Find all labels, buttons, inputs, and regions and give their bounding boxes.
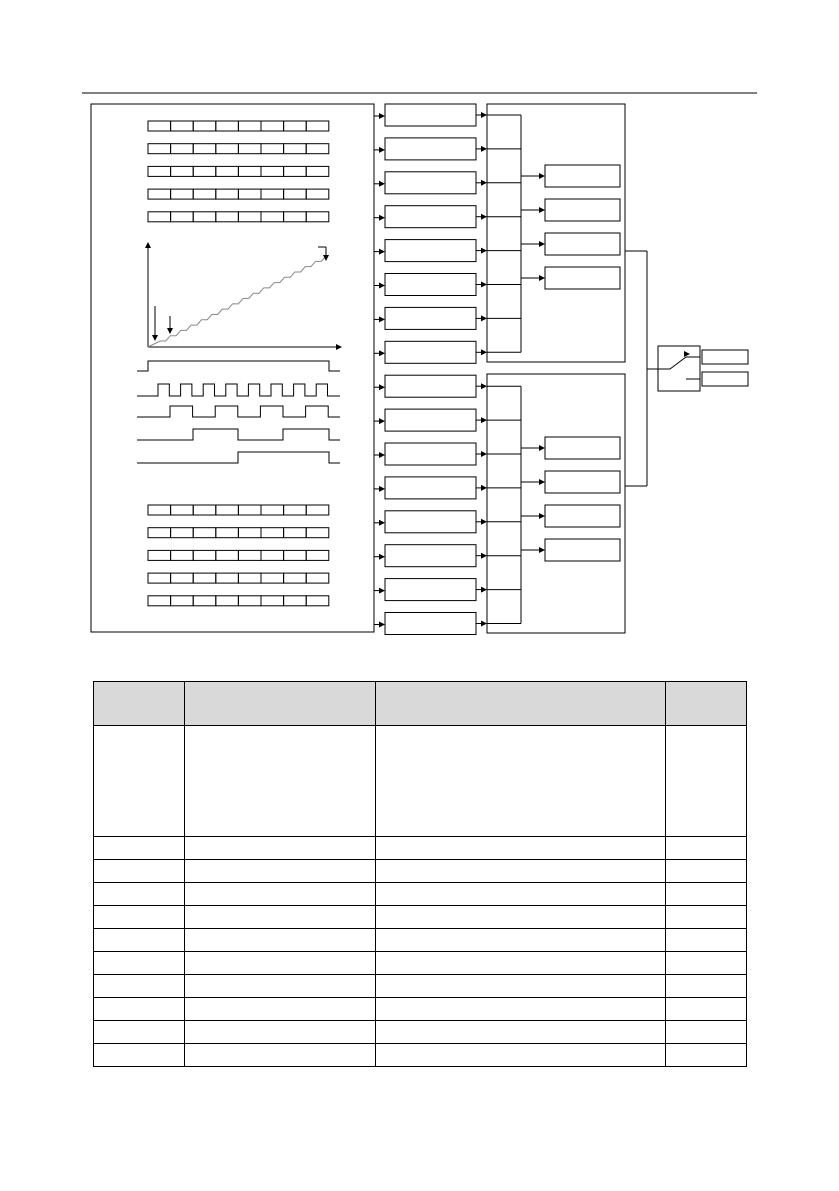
register-cell xyxy=(193,596,216,606)
table-cell xyxy=(94,1044,185,1067)
register-cell xyxy=(306,166,329,176)
middle-block-10 xyxy=(385,409,476,431)
waveform-div2 xyxy=(137,406,340,417)
table-cell xyxy=(666,837,747,860)
waveform-div8 xyxy=(137,452,340,463)
table-row xyxy=(94,929,747,952)
table-cell xyxy=(666,1021,747,1044)
table-cell xyxy=(666,860,747,883)
table-cell xyxy=(666,975,747,998)
table-cell xyxy=(185,1044,376,1067)
register-cell xyxy=(238,166,261,176)
register-cell xyxy=(261,550,284,560)
group-input-arrow xyxy=(481,112,487,118)
register-cell xyxy=(261,528,284,538)
register-cell xyxy=(261,166,284,176)
table-row xyxy=(94,883,747,906)
table-cell xyxy=(94,860,185,883)
register-cell xyxy=(284,505,307,515)
register-cell xyxy=(171,596,194,606)
group-input-arrow xyxy=(481,383,487,389)
middle-block-7 xyxy=(385,307,476,329)
group-block-arrow xyxy=(539,173,545,179)
register-cell xyxy=(171,505,194,515)
register-cell xyxy=(306,505,329,515)
upper-group-block-3 xyxy=(545,233,620,255)
middle-block-4 xyxy=(385,206,476,228)
register-cell xyxy=(193,550,216,560)
register-cell xyxy=(216,573,239,583)
table-cell xyxy=(376,906,666,929)
table-row xyxy=(94,1021,747,1044)
register-cell xyxy=(261,212,284,222)
table-header-row xyxy=(94,682,747,726)
table-header-cell xyxy=(94,682,185,726)
table-cell xyxy=(666,883,747,906)
group-input-arrow xyxy=(481,417,487,423)
register-cell xyxy=(306,121,329,131)
table-row xyxy=(94,998,747,1021)
table-row xyxy=(94,726,747,837)
table-cell xyxy=(666,952,747,975)
group-input-arrow xyxy=(481,451,487,457)
group-input-arrow xyxy=(481,282,487,288)
register-cell xyxy=(171,573,194,583)
output-block-2 xyxy=(702,372,748,386)
middle-block-input-arrow xyxy=(379,215,385,221)
middle-block-1 xyxy=(385,104,476,126)
table-cell xyxy=(666,906,747,929)
output-block-1 xyxy=(702,350,748,364)
middle-block-input-arrow xyxy=(379,588,385,594)
register-cell xyxy=(306,573,329,583)
group-input-arrow xyxy=(481,146,487,152)
table-cell xyxy=(185,837,376,860)
table-header-cell xyxy=(666,682,747,726)
register-cell xyxy=(171,528,194,538)
ramp-y-axis-arrow xyxy=(145,242,151,248)
register-cell xyxy=(261,144,284,154)
table-cell xyxy=(376,952,666,975)
middle-block-input-arrow xyxy=(379,350,385,356)
middle-block-5 xyxy=(385,240,476,262)
table-cell xyxy=(376,1021,666,1044)
register-cell xyxy=(238,212,261,222)
table-cell xyxy=(666,1044,747,1067)
register-cell xyxy=(148,550,171,560)
table-cell xyxy=(666,726,747,837)
register-cell xyxy=(284,144,307,154)
table-cell xyxy=(376,726,666,837)
lower-group-block-1 xyxy=(545,437,620,459)
group-block-arrow xyxy=(539,275,545,281)
table-cell xyxy=(376,998,666,1021)
selector-blade-arrow xyxy=(684,351,690,357)
table-cell xyxy=(94,952,185,975)
table-header-cell xyxy=(185,682,376,726)
register-cell xyxy=(261,573,284,583)
table-row xyxy=(94,975,747,998)
middle-block-input-arrow xyxy=(379,622,385,628)
middle-block-6 xyxy=(385,274,476,296)
register-cell xyxy=(261,505,284,515)
register-cell xyxy=(216,144,239,154)
upper-group-block-2 xyxy=(545,199,620,221)
table-row xyxy=(94,952,747,975)
waveform-clock xyxy=(137,384,340,396)
table-cell xyxy=(94,929,185,952)
register-cell xyxy=(284,596,307,606)
upper-group-block-1 xyxy=(545,165,620,187)
table-cell xyxy=(376,929,666,952)
middle-block-9 xyxy=(385,375,476,397)
group-input-arrow xyxy=(481,180,487,186)
register-cell xyxy=(148,528,171,538)
register-cell xyxy=(148,505,171,515)
lower-group-block-4 xyxy=(545,539,620,561)
table-cell xyxy=(376,837,666,860)
middle-block-15 xyxy=(385,579,476,601)
register-cell xyxy=(216,189,239,199)
table-cell xyxy=(666,998,747,1021)
table-cell xyxy=(185,906,376,929)
register-cell xyxy=(238,144,261,154)
middle-block-input-arrow xyxy=(379,147,385,153)
table-cell xyxy=(185,883,376,906)
middle-block-14 xyxy=(385,545,476,567)
group-input-arrow xyxy=(481,587,487,593)
register-cell xyxy=(284,166,307,176)
middle-block-input-arrow xyxy=(379,452,385,458)
register-cell xyxy=(193,505,216,515)
lower-group-block-2 xyxy=(545,471,620,493)
register-cell xyxy=(261,189,284,199)
register-cell xyxy=(193,121,216,131)
register-cell xyxy=(216,505,239,515)
register-cell xyxy=(216,212,239,222)
register-cell xyxy=(171,212,194,222)
middle-block-11 xyxy=(385,443,476,465)
group-input-arrow xyxy=(481,485,487,491)
group-block-arrow xyxy=(539,241,545,247)
register-cell xyxy=(216,166,239,176)
selector-blade xyxy=(670,357,686,369)
upper-group-block-4 xyxy=(545,267,620,289)
group-block-arrow xyxy=(539,547,545,553)
table-row xyxy=(94,906,747,929)
table-cell xyxy=(94,975,185,998)
middle-block-input-arrow xyxy=(379,520,385,526)
ramp-staircase xyxy=(148,256,326,347)
lower-group-block-3 xyxy=(545,505,620,527)
register-cell xyxy=(306,212,329,222)
table-cell xyxy=(185,929,376,952)
table-body xyxy=(94,726,747,1067)
table-cell xyxy=(185,998,376,1021)
register-cell xyxy=(238,550,261,560)
group-input-arrow xyxy=(481,248,487,254)
group-block-arrow xyxy=(539,479,545,485)
table-cell xyxy=(185,860,376,883)
register-cell xyxy=(306,596,329,606)
register-cell xyxy=(284,573,307,583)
ramp-marker-2-arrow xyxy=(167,328,173,334)
register-cell xyxy=(148,573,171,583)
waveform-enable xyxy=(137,361,340,371)
group-frame-lower xyxy=(487,374,625,633)
register-cell xyxy=(238,573,261,583)
table-cell xyxy=(185,952,376,975)
table-cell xyxy=(185,975,376,998)
register-cell xyxy=(171,121,194,131)
register-cell xyxy=(238,528,261,538)
table-row xyxy=(94,860,747,883)
register-cell xyxy=(306,144,329,154)
register-cell xyxy=(238,505,261,515)
middle-block-input-arrow xyxy=(379,283,385,289)
register-cell xyxy=(216,528,239,538)
table-row xyxy=(94,1044,747,1067)
group-input-arrow xyxy=(481,621,487,627)
register-cell xyxy=(306,189,329,199)
group-input-arrow xyxy=(481,315,487,321)
register-cell xyxy=(193,212,216,222)
group-input-arrow xyxy=(481,349,487,355)
middle-block-input-arrow xyxy=(379,486,385,492)
middle-block-input-arrow xyxy=(379,249,385,255)
register-cell xyxy=(216,121,239,131)
register-cell xyxy=(238,189,261,199)
middle-block-input-arrow xyxy=(379,418,385,424)
table-cell xyxy=(94,906,185,929)
middle-block-input-arrow xyxy=(379,113,385,119)
register-cell xyxy=(261,596,284,606)
register-cell xyxy=(284,121,307,131)
register-cell xyxy=(148,596,171,606)
register-cell xyxy=(193,528,216,538)
middle-block-2 xyxy=(385,138,476,160)
group-block-arrow xyxy=(539,513,545,519)
table-header-cell xyxy=(376,682,666,726)
table-cell xyxy=(94,883,185,906)
register-cell xyxy=(193,573,216,583)
group-input-arrow xyxy=(481,214,487,220)
register-cell xyxy=(193,166,216,176)
register-cell xyxy=(148,212,171,222)
register-cell xyxy=(171,166,194,176)
input-panel-frame xyxy=(91,104,374,632)
group-input-arrow xyxy=(481,553,487,559)
register-cell xyxy=(284,528,307,538)
register-cell xyxy=(148,121,171,131)
register-cell xyxy=(284,212,307,222)
middle-block-13 xyxy=(385,511,476,533)
middle-block-input-arrow xyxy=(379,316,385,322)
register-cell xyxy=(284,550,307,560)
middle-block-8 xyxy=(385,341,476,363)
register-cell xyxy=(171,144,194,154)
register-cell xyxy=(216,596,239,606)
group-block-arrow xyxy=(539,445,545,451)
ramp-marker-1-arrow xyxy=(152,335,158,341)
middle-block-input-arrow xyxy=(379,554,385,560)
middle-block-input-arrow xyxy=(379,384,385,390)
parameter-table xyxy=(93,681,747,1067)
register-cell xyxy=(148,166,171,176)
register-cell xyxy=(238,121,261,131)
register-cell xyxy=(193,144,216,154)
register-cell xyxy=(148,144,171,154)
register-cell xyxy=(306,550,329,560)
table-cell xyxy=(94,998,185,1021)
ramp-x-axis-arrow xyxy=(336,344,342,350)
table-cell xyxy=(94,837,185,860)
register-cell xyxy=(193,189,216,199)
group-block-arrow xyxy=(539,207,545,213)
table-cell xyxy=(376,860,666,883)
table-cell xyxy=(185,1021,376,1044)
middle-block-3 xyxy=(385,172,476,194)
register-cell xyxy=(216,550,239,560)
register-cell xyxy=(261,121,284,131)
register-cell xyxy=(171,550,194,560)
register-cell xyxy=(238,596,261,606)
table-cell xyxy=(376,1044,666,1067)
table-cell xyxy=(666,929,747,952)
middle-block-input-arrow xyxy=(379,181,385,187)
register-cell xyxy=(284,189,307,199)
middle-block-16 xyxy=(385,613,476,635)
table-cell xyxy=(376,883,666,906)
register-cell xyxy=(148,189,171,199)
middle-block-12 xyxy=(385,477,476,499)
group-input-arrow xyxy=(481,519,487,525)
waveform-div4 xyxy=(137,429,340,440)
table-cell xyxy=(94,1021,185,1044)
register-cell xyxy=(171,189,194,199)
register-cell xyxy=(306,528,329,538)
table-cell xyxy=(185,726,376,837)
table-cell xyxy=(376,975,666,998)
table-cell xyxy=(94,726,185,837)
table-row xyxy=(94,837,747,860)
